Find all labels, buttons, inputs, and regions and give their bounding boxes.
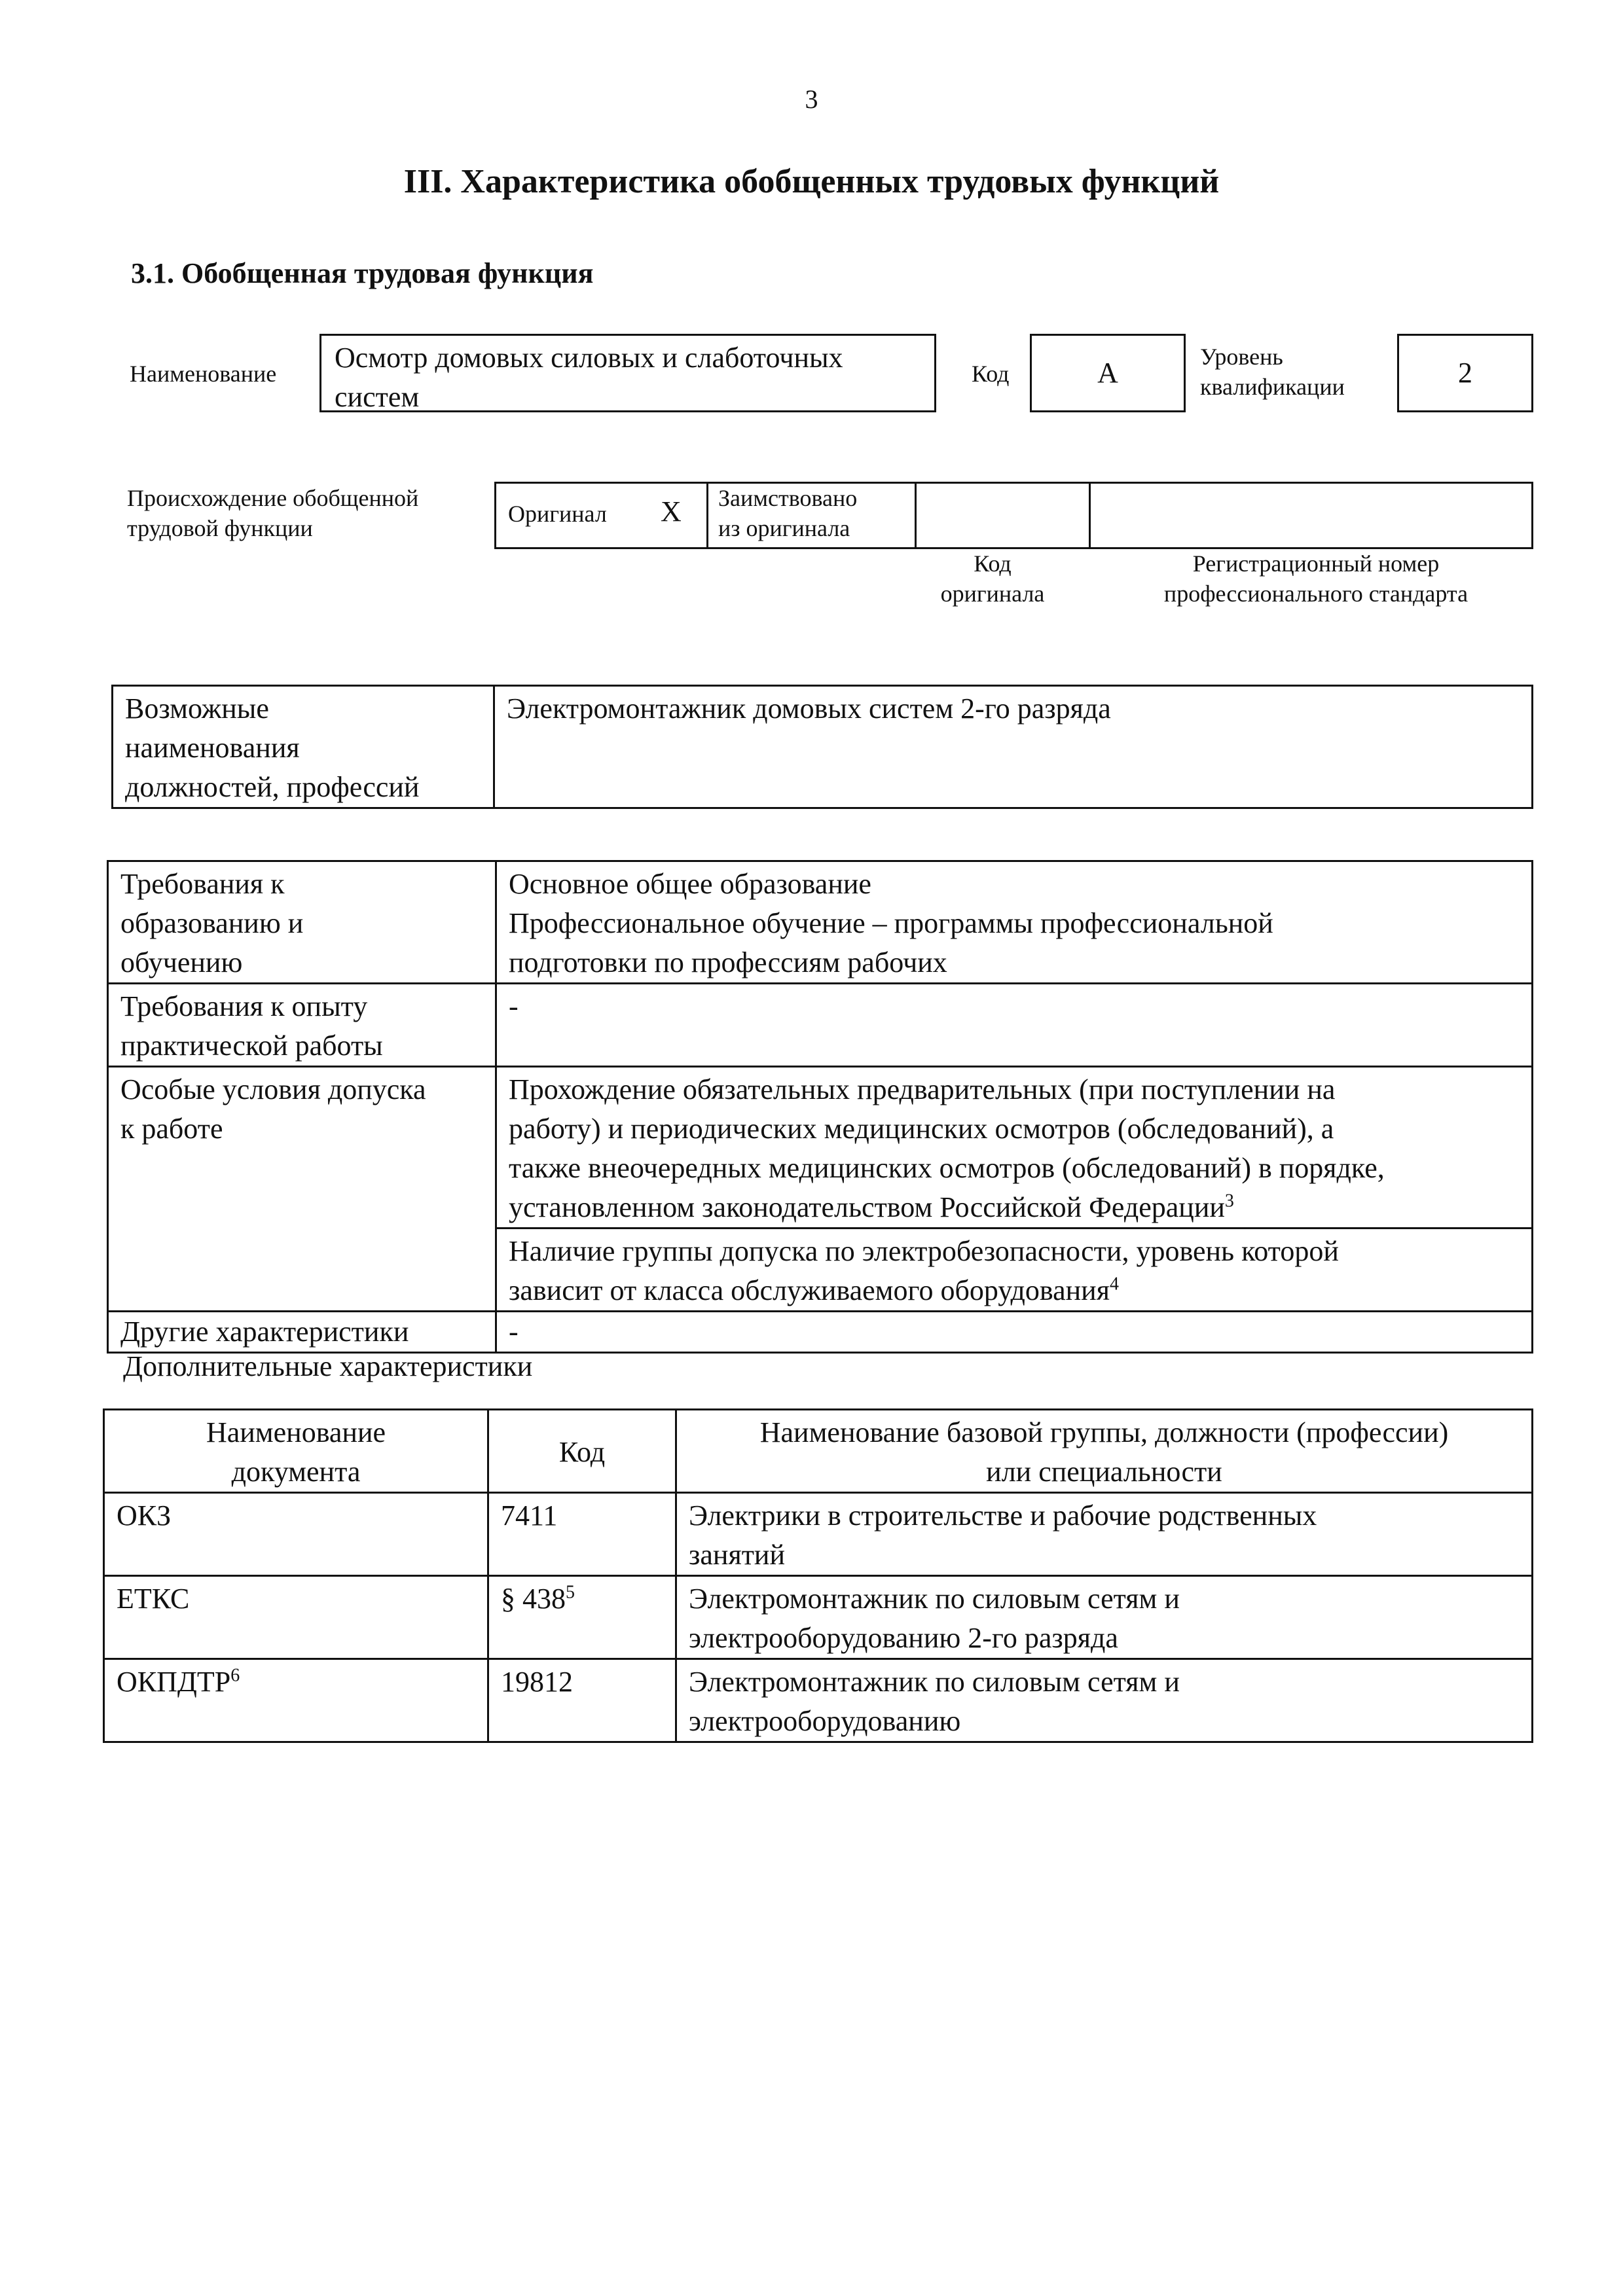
origin-divider-2 [915,482,917,549]
conditions-value-electrical [496,1229,1533,1312]
experience-label-line1: Требования к опыту [120,990,368,1022]
code-original-caption-line1: Код [974,550,1012,577]
row-name-line1: Электрики в строительстве и рабочие родственных [689,1499,1317,1532]
conditions-label [108,1067,496,1312]
conditions-electrical-line2-text: зависит от класса обслуживаемого оборудования [509,1274,1110,1306]
positions-label-line2: наименования [125,732,300,764]
other-value: - [496,1312,1533,1353]
origin-label-line2: трудовой функции [127,515,313,541]
row-name-line2: занятий [689,1539,786,1571]
row-code [488,1659,676,1742]
row-doc [104,1659,488,1742]
level-label [1200,342,1345,402]
function-name-line2: систем [335,381,420,413]
row-code-text: 19812 [501,1666,573,1698]
row-doc [104,1576,488,1659]
subsection-title: 3.1. Обобщенная трудовая функция [131,257,594,289]
reg-number-caption-line2: профессионального стандарта [1163,581,1468,607]
function-name-line1: Осмотр домовых силовых и слаботочных [335,342,843,374]
experience-value: - [496,984,1533,1067]
row-doc-text: ОКПДТР [117,1666,231,1698]
other-label: Другие характеристики [108,1312,496,1353]
positions-label [113,686,494,808]
code-original-caption [915,548,1070,609]
education-value-line2: Профессиональное обучение – программы профессиональной [509,907,1273,939]
table-row [104,1493,1533,1576]
positions-label-line1: Возможные [125,692,269,725]
footnote-ref-5: 5 [566,1582,575,1603]
code-label: Код [972,361,1010,387]
conditions-electrical-line2 [509,1271,1520,1310]
header-document-line1: Наименование [206,1416,386,1448]
education-value [496,861,1533,984]
conditions-label-line2: к работе [120,1113,223,1145]
experience-label-line2: практической работы [120,1030,383,1062]
row-name-line2: электрооборудованию [689,1705,961,1737]
row-doc-text: ОКЗ [117,1499,172,1532]
origin-label-line1: Происхождение обобщенной [127,485,419,511]
footnote-ref-6: 6 [230,1665,240,1686]
conditions-medical-line4 [509,1188,1520,1227]
row-name-line2: электрооборудованию 2-го разряда [689,1622,1118,1654]
positions-label-line3: должностей, профессий [125,771,420,803]
borrowed-label-line1: Заимствовано [718,485,858,511]
header-document [104,1410,488,1493]
header-name-line2: или специальности [986,1456,1222,1488]
origin-label [127,483,418,543]
origin-box [494,482,1533,549]
level-value: 2 [1397,334,1533,412]
education-value-line1: Основное общее образование [509,868,871,900]
education-label-line2: образованию и [120,907,304,939]
conditions-medical-line3: также внеочередных медицинских осмотров (обследований) в порядке, [509,1152,1385,1184]
row-name-line1: Электромонтажник по силовым сетям и [689,1583,1180,1615]
positions-table [111,685,1533,809]
conditions-medical-line4-text: установленном законодательством Российской Федерации [509,1191,1225,1223]
additional-title: Дополнительные характеристики [123,1350,533,1382]
header-name-line1: Наименование базовой группы, должности (профессии) [759,1416,1449,1448]
header-code: Код [488,1410,676,1493]
footnote-ref-3: 3 [1224,1191,1234,1211]
origin-divider-3 [1089,482,1091,549]
row-name [676,1576,1533,1659]
row-name-line1: Электромонтажник по силовым сетям и [689,1666,1180,1698]
conditions-electrical-line1: Наличие группы допуска по электробезопасности, уровень которой [509,1235,1339,1267]
function-name-box [319,334,936,412]
row-doc-text: ЕТКС [117,1583,190,1615]
additional-table [103,1408,1533,1743]
name-label: Наименование [130,361,277,387]
table-row [104,1659,1533,1742]
origin-divider-1 [706,482,708,549]
section-title: III. Характеристика обобщенных трудовых функций [403,163,1220,200]
original-mark: X [661,495,682,528]
row-code-text: § 438 [501,1583,566,1615]
positions-value: Электромонтажник домовых систем 2-го разряда [494,686,1533,808]
experience-label [108,984,496,1067]
reg-number-caption-line1: Регистрационный номер [1192,550,1440,577]
conditions-medical-line2: работу) и периодических медицинских осмотров (обследований), а [509,1113,1334,1145]
header-name [676,1410,1533,1493]
education-label [108,861,496,984]
conditions-label-line1: Особые условия допуска [120,1073,426,1105]
row-name [676,1493,1533,1576]
table-row [104,1576,1533,1659]
row-name [676,1659,1533,1742]
reg-number-caption [1113,548,1519,609]
header-document-line2: документа [231,1456,361,1488]
borrowed-label-line2: из оригинала [718,515,850,541]
level-label-line2: квалификации [1200,374,1345,400]
row-code [488,1493,676,1576]
borrowed-label [718,483,857,543]
footnote-ref-4: 4 [1109,1274,1119,1295]
education-value-line3: подготовки по профессиям рабочих [509,946,947,978]
education-label-line3: обучению [120,946,243,978]
level-label-line1: Уровень [1200,344,1283,370]
row-code-text: 7411 [501,1499,558,1532]
code-value: А [1030,334,1186,412]
page-number: 3 [805,84,818,114]
row-doc [104,1493,488,1576]
requirements-table [107,860,1533,1354]
row-code [488,1576,676,1659]
original-label: Оригинал [508,501,607,527]
conditions-value-medical [496,1067,1533,1229]
education-label-line1: Требования к [120,868,285,900]
code-original-caption-line2: оригинала [940,581,1045,607]
conditions-medical-line1: Прохождение обязательных предварительных (при поступлении на [509,1073,1336,1105]
